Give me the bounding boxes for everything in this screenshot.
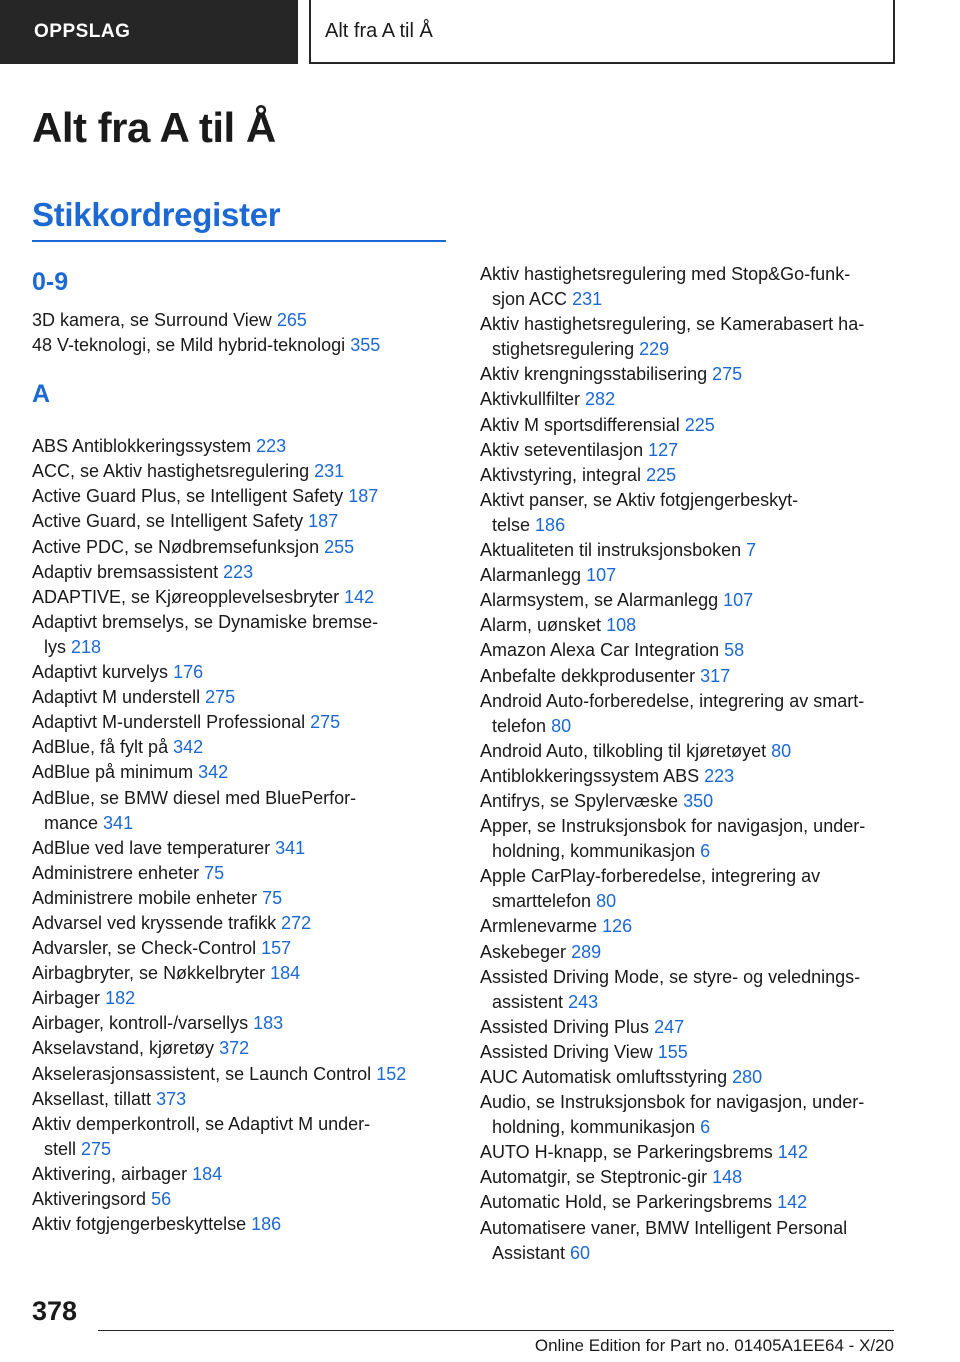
index-entry-text: telse	[492, 514, 531, 535]
index-entry	[480, 1065, 900, 1090]
page-reference-link[interactable]: 275	[712, 364, 743, 385]
index-entry	[32, 786, 452, 836]
index-entry-text: Automatgir, se Steptronic-gir	[480, 1167, 708, 1188]
index-entry	[480, 1216, 900, 1266]
index-entry	[32, 308, 452, 333]
page-reference-link[interactable]: 157	[261, 938, 292, 959]
index-entry	[32, 1187, 452, 1212]
index-entry-text: Aktualiteten til instruksjonsboken	[480, 540, 742, 561]
index-entry	[480, 940, 900, 965]
index-entry-text: Aktivstyring, integral	[480, 464, 642, 485]
index-entry-text: ACC, se Aktiv hastighetsregulering	[32, 461, 310, 482]
index-entry	[480, 563, 900, 588]
index-entry	[480, 613, 900, 638]
index-entry	[32, 1011, 452, 1036]
page-reference-link[interactable]: 317	[700, 665, 731, 686]
index-entry	[480, 689, 900, 739]
index-entry-text: Airbager	[32, 988, 101, 1009]
index-entry-text: holdning, kommunikasjon	[492, 1117, 696, 1138]
index-entry-text: telefon	[492, 715, 547, 736]
index-entry-text: Askebeger	[480, 941, 567, 962]
index-entry	[480, 463, 900, 488]
index-entry-text: Alarmsystem, se Alarmanlegg	[480, 590, 719, 611]
page-reference-link[interactable]: 142	[777, 1192, 808, 1213]
index-entry	[32, 735, 452, 760]
index-entry-text: Alarmanlegg	[480, 565, 582, 586]
index-entry	[32, 610, 452, 660]
page-reference-link[interactable]: 289	[571, 941, 602, 962]
index-entry	[480, 488, 900, 538]
index-entry-text: Adaptiv bremsassistent	[32, 561, 219, 582]
page-reference-link[interactable]: 373	[156, 1088, 187, 1109]
page-reference-link[interactable]: 229	[639, 339, 670, 360]
index-entry-text: Adaptivt M understell	[32, 687, 201, 708]
index-entry	[32, 1036, 452, 1061]
index-entry-text: AdBlue på minimum	[32, 762, 194, 783]
index-entry	[32, 1162, 452, 1187]
page-reference-link[interactable]: 341	[103, 812, 134, 833]
index-entry-text: ADAPTIVE, se Kjøreopplevelsesbryter	[32, 586, 340, 607]
index-entry	[480, 739, 900, 764]
page-reference-link[interactable]: 75	[204, 862, 225, 883]
index-entry	[32, 434, 452, 459]
index-entry	[32, 585, 452, 610]
index-entry	[480, 764, 900, 789]
index-entry-text: Amazon Alexa Car Integration	[480, 640, 720, 661]
index-entry-text: Aktivt panser, se Aktiv fotgjengerbeskyt-	[480, 489, 799, 510]
page-reference-link[interactable]: 225	[646, 464, 677, 485]
index-entry-text: AUC Automatisk omluftsstyring	[480, 1067, 728, 1087]
index-entry-text: Android Auto, tilkobling til kjøretøyet	[480, 740, 767, 761]
index-entry	[32, 1212, 452, 1237]
index-entry	[480, 1090, 900, 1140]
page-reference-link[interactable]: 255	[324, 536, 355, 557]
page-reference-link[interactable]: 187	[308, 511, 339, 532]
index-entry	[480, 914, 900, 939]
index-entry-text: Assistant	[492, 1242, 566, 1263]
page-reference-link[interactable]: 275	[310, 712, 341, 733]
page-reference-link[interactable]: 184	[270, 963, 301, 984]
index-entry	[32, 484, 452, 509]
index-entry	[32, 986, 452, 1011]
page-reference-link[interactable]: 176	[173, 662, 204, 683]
index-entry	[480, 789, 900, 814]
footer-rule	[98, 1330, 894, 1331]
index-entry-text: holdning, kommunikasjon	[492, 841, 696, 862]
index-entry	[480, 262, 900, 312]
index-entry	[32, 685, 452, 710]
index-entry-text: Aktiv M sportsdifferensial	[480, 414, 680, 435]
index-entry-text: Active PDC, se Nødbremsefunksjon	[32, 536, 320, 557]
page-number: 378	[32, 1296, 78, 1326]
page-reference-link[interactable]: 182	[105, 988, 136, 1009]
index-entry-text: ABS Antiblokkeringssystem	[32, 436, 252, 457]
page-title: Alt fra A til Å	[32, 104, 276, 151]
page-reference-link[interactable]: 183	[253, 1013, 284, 1034]
index-group-a	[32, 434, 452, 1237]
index-entry	[32, 459, 452, 484]
index-entry-text: Antiblokkeringssystem ABS	[480, 765, 700, 786]
page-reference-link[interactable]: 223	[256, 436, 287, 457]
index-entry-text: Audio, se Instruksjonsbok for navigasjon, under-	[480, 1092, 865, 1113]
index-entry	[32, 1112, 452, 1162]
index-entry-text: 3D kamera, se Surround View	[32, 310, 272, 330]
index-entry	[32, 861, 452, 886]
page-reference-link[interactable]: 218	[71, 636, 102, 657]
index-entry	[32, 936, 452, 961]
page-reference-link[interactable]: 6	[700, 1117, 711, 1138]
index-entry-text: AdBlue, få fylt på	[32, 737, 169, 758]
page-reference-link[interactable]: 58	[724, 640, 745, 661]
page-reference-link[interactable]: 155	[657, 1041, 688, 1062]
index-entry-text: stell	[44, 1138, 77, 1159]
page-reference-link[interactable]: 350	[683, 790, 714, 811]
index-entry	[480, 1140, 900, 1165]
index-entry-text: Aktiv demperkontroll, se Adaptivt M under-	[32, 1113, 371, 1134]
index-entry-text: Akselavstand, kjøretøy	[32, 1038, 215, 1059]
page-reference-link[interactable]: 56	[151, 1189, 172, 1209]
index-entry	[480, 1015, 900, 1040]
index-entry-text: Automatisere vaner, BMW Intelligent Personal	[480, 1217, 848, 1238]
index-entry-text: lys	[44, 636, 66, 657]
index-entry-text: Assisted Driving View	[480, 1041, 653, 1062]
index-entry	[480, 438, 900, 463]
index-entry-text: Airbagbryter, se Nøkkelbryter	[32, 963, 266, 984]
page-reference-link[interactable]: 282	[585, 389, 616, 410]
index-entry-text: Advarsel ved kryssende trafikk	[32, 912, 277, 933]
index-entry-text: AdBlue ved lave temperaturer	[32, 837, 271, 858]
index-entry-text: smarttelefon	[492, 891, 592, 912]
page-reference-link[interactable]: 186	[535, 514, 566, 535]
index-column-right	[480, 262, 900, 1266]
footer-edition-text: Online Edition for Part no. 01405A1EE64 - X/20	[534, 1336, 894, 1355]
index-entry-text: Aktiv hastighetsregulering med Stop&Go-funk-	[480, 264, 851, 284]
page-reference-link[interactable]: 152	[376, 1063, 407, 1084]
index-entry-text: Advarsler, se Check-Control	[32, 938, 257, 959]
index-entry-text: sjon ACC	[492, 289, 568, 310]
index-entry	[480, 1040, 900, 1065]
index-letter-0-9: 0-9	[32, 268, 69, 296]
index-entry-text: Adaptivt M-understell Professional	[32, 712, 306, 733]
index-entry-text: Active Guard Plus, se Intelligent Safety	[32, 486, 344, 507]
index-entry	[32, 535, 452, 560]
page-reference-link[interactable]: 223	[704, 765, 735, 786]
index-entry-text: assistent	[492, 991, 564, 1012]
page-reference-link[interactable]: 126	[602, 916, 633, 937]
index-entry-text: Airbager, kontroll-/varsellys	[32, 1013, 249, 1034]
index-entry	[480, 965, 900, 1015]
index-entry-text: mance	[44, 812, 99, 833]
page-reference-link[interactable]: 231	[572, 289, 603, 310]
index-entry-text: Anbefalte dekkprodusenter	[480, 665, 696, 686]
index-entry	[480, 312, 900, 362]
index-entry-text: Adaptivt kurvelys	[32, 662, 169, 683]
index-entry-text: Apple CarPlay-forberedelse, integrering av	[480, 866, 821, 887]
page-reference-link[interactable]: 60	[570, 1242, 591, 1263]
index-column-left	[32, 258, 452, 1237]
page-reference-link[interactable]: 341	[275, 837, 306, 858]
index-entry	[480, 864, 900, 914]
index-entry-text: Aktivering, airbager	[32, 1163, 188, 1184]
index-entry-text: Apper, se Instruksjonsbok for navigasjon, under-	[480, 816, 866, 837]
page-reference-link[interactable]: 225	[684, 414, 715, 435]
page-reference-link[interactable]: 108	[606, 615, 637, 636]
index-entry-text: Aktiveringsord	[32, 1189, 147, 1209]
page-reference-link[interactable]: 127	[648, 439, 679, 460]
index-entry	[32, 1087, 452, 1112]
index-entry-text: Android Auto-forberedelse, integrering av smart-	[480, 690, 865, 711]
page-reference-link[interactable]: 275	[81, 1138, 112, 1159]
page-reference-link[interactable]: 80	[771, 740, 792, 761]
page-reference-link[interactable]: 372	[219, 1038, 250, 1059]
index-letter-a: A	[32, 380, 51, 409]
index-entry	[32, 660, 452, 685]
page-reference-link[interactable]: 275	[205, 687, 236, 708]
page-reference-link[interactable]: 75	[262, 887, 283, 908]
index-entry-text: AdBlue, se BMW diesel med BluePerfor-	[32, 787, 357, 808]
page-reference-link[interactable]: 80	[551, 715, 572, 736]
index-entry-text: Akselerasjonsassistent, se Launch Control	[32, 1063, 372, 1084]
index-entry-text: 48 V-teknologi, se Mild hybrid-teknologi	[32, 335, 346, 356]
page-reference-link[interactable]: 186	[251, 1214, 282, 1235]
page-reference-link[interactable]: 142	[344, 586, 375, 607]
index-entry	[32, 886, 452, 911]
index-entry-text: Aksellast, tillatt	[32, 1088, 152, 1109]
page-reference-link[interactable]: 142	[777, 1142, 808, 1163]
index-entry	[32, 509, 452, 534]
index-entry-text: Armlenevarme	[480, 916, 598, 937]
index-entry	[480, 1165, 900, 1190]
page-reference-link[interactable]: 342	[198, 762, 229, 783]
index-entry	[480, 664, 900, 689]
index-entry	[32, 560, 452, 585]
index-entry-text: Alarm, uønsket	[480, 615, 602, 636]
index-entry	[32, 911, 452, 936]
index-entry-text: Adaptivt bremselys, se Dynamiske bremse-	[32, 611, 379, 632]
index-entry-text: Aktivkullfilter	[480, 389, 581, 410]
index-entry	[32, 333, 452, 358]
index-entry-text: stighetsregulering	[492, 339, 635, 360]
page-reference-link[interactable]: 7	[746, 540, 757, 561]
index-entry-text: AUTO H-knapp, se Parkeringsbrems	[480, 1142, 773, 1163]
page-reference-link[interactable]: 247	[654, 1016, 685, 1037]
index-entry-text: Assisted Driving Plus	[480, 1016, 650, 1037]
page-reference-link[interactable]: 148	[712, 1167, 743, 1188]
page-reference-link[interactable]: 184	[192, 1163, 223, 1184]
index-entry-text: Automatic Hold, se Parkeringsbrems	[480, 1192, 773, 1213]
index-entry-text: Aktiv hastighetsregulering, se Kamerabasert ha-	[480, 314, 865, 335]
section-rule	[32, 240, 446, 242]
index-entry	[480, 814, 900, 864]
index-entry-text: Assisted Driving Mode, se styre- og velednings-	[480, 966, 861, 987]
page-reference-link[interactable]: 243	[568, 991, 599, 1012]
index-group-a-continued	[480, 262, 900, 1266]
page-reference-link[interactable]: 231	[314, 461, 345, 482]
page-reference-link[interactable]: 280	[732, 1067, 763, 1087]
page-reference-link[interactable]: 80	[596, 891, 617, 912]
page-reference-link[interactable]: 6	[700, 841, 711, 862]
index-entry	[32, 760, 452, 785]
chapter-title: Alt fra A til Å	[311, 0, 895, 64]
index-entry	[480, 538, 900, 563]
index-entry	[32, 836, 452, 861]
page-reference-link[interactable]: 355	[350, 335, 381, 356]
index-entry-text: Active Guard, se Intelligent Safety	[32, 511, 304, 532]
index-entry	[480, 588, 900, 613]
index-entry-text: Aktiv fotgjengerbeskyttelse	[32, 1214, 247, 1235]
page-reference-link[interactable]: 265	[276, 310, 307, 330]
section-title: Stikkordregister	[32, 196, 281, 233]
index-entry	[480, 362, 900, 387]
index-group-0-9	[32, 308, 452, 358]
index-entry	[32, 1062, 452, 1087]
index-entry	[480, 1190, 900, 1215]
page-reference-link[interactable]: 107	[723, 590, 754, 611]
page-reference-link[interactable]: 272	[281, 912, 312, 933]
page-reference-link[interactable]: 187	[348, 486, 379, 507]
page-reference-link[interactable]: 342	[173, 737, 204, 758]
index-entry	[480, 638, 900, 663]
page-reference-link[interactable]: 223	[223, 561, 254, 582]
index-entry-text: Administrere mobile enheter	[32, 887, 258, 908]
section-tab: OPPSLAG	[0, 0, 298, 64]
index-entry	[480, 387, 900, 412]
index-entry	[32, 961, 452, 986]
index-entry-text: Antifrys, se Spylervæske	[480, 790, 679, 811]
index-entry-text: Aktiv seteventilasjon	[480, 439, 644, 460]
index-entry-text: Administrere enheter	[32, 862, 200, 883]
index-entry-text: Aktiv krengningsstabilisering	[480, 364, 708, 385]
index-entry	[480, 413, 900, 438]
page-reference-link[interactable]: 107	[586, 565, 617, 586]
index-entry	[32, 710, 452, 735]
